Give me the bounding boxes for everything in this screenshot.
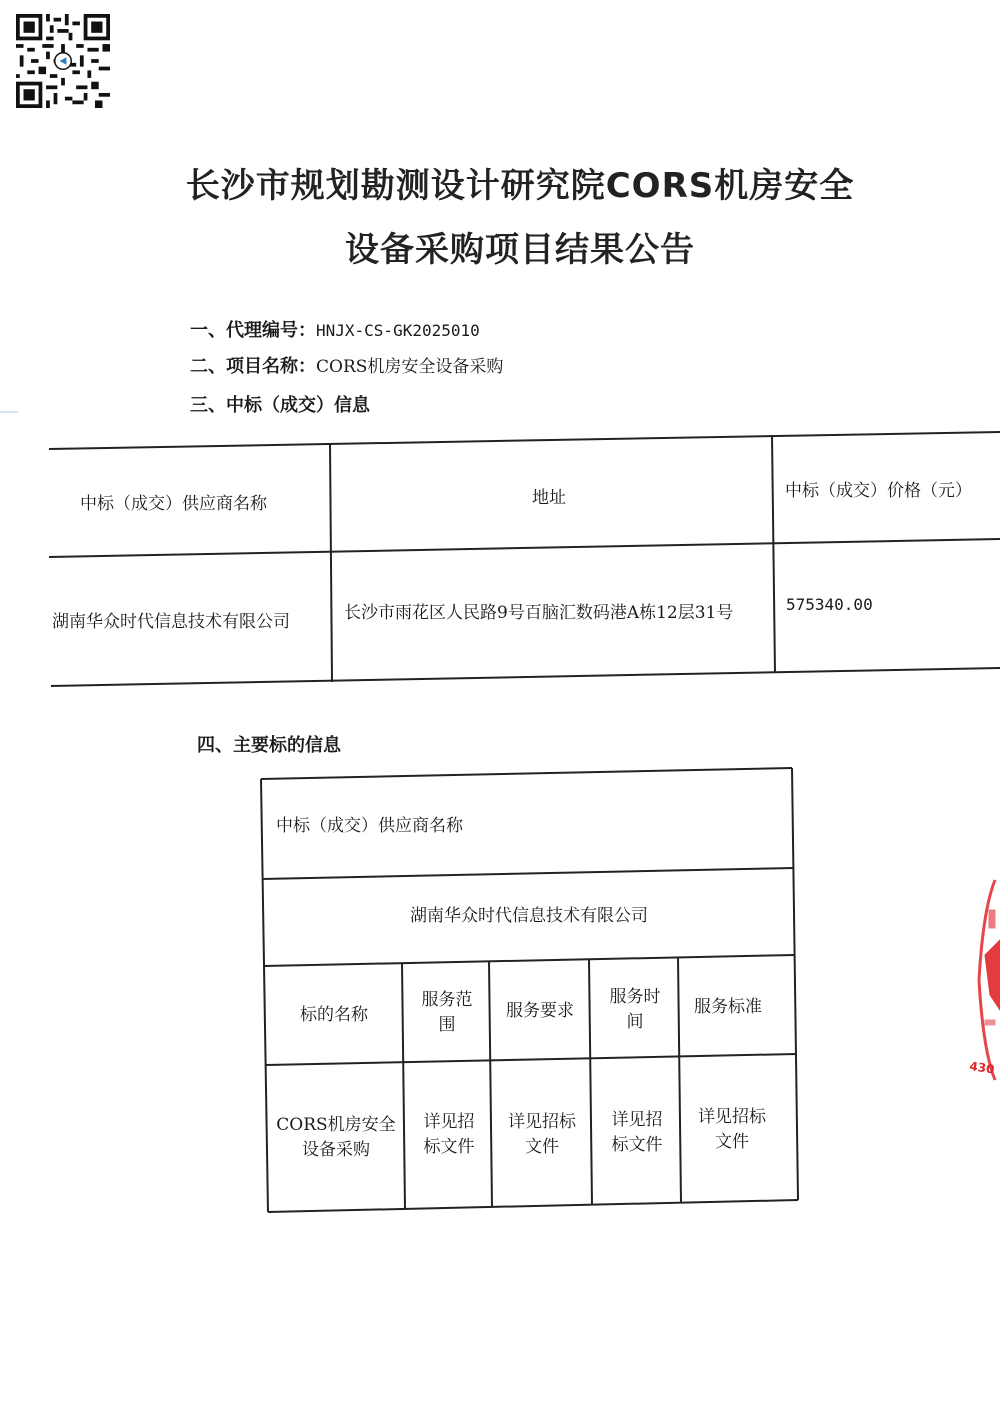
subject-cell-service-standard: 详见招标 文件 — [698, 1107, 766, 1152]
red-seal-stamp-icon — [955, 870, 1000, 1090]
agency-number-label: 一、代理编号： — [190, 320, 316, 341]
subject-header-service-time: 服务时 间 — [609, 987, 661, 1032]
subject-cell-item-name: CORS机房安全 设备采购 — [276, 1115, 396, 1160]
subject-cell-service-scope: 详见招 标文件 — [423, 1112, 475, 1157]
page-title-line-2: 设备采购项目结果公告 — [345, 230, 695, 270]
scan-mark — [0, 411, 18, 413]
agency-number — [190, 316, 480, 342]
subject-header-service-scope: 服务范 围 — [421, 990, 473, 1035]
table-cell-price: 575340.00 — [786, 595, 873, 614]
qr-code-icon — [16, 14, 110, 108]
table-header-supplier: 中标（成交）供应商名称 — [80, 494, 267, 514]
subject-header-service-requirement: 服务要求 — [506, 1001, 574, 1021]
project-name — [190, 352, 503, 378]
seal-number: 430 — [968, 1059, 996, 1077]
subject-cell-service-time: 详见招 标文件 — [611, 1110, 663, 1155]
subject-supplier-name: 湖南华众时代信息技术有限公司 — [410, 906, 648, 926]
section-subject-heading: 四、主要标的信息 — [197, 735, 341, 756]
subject-cell-service-requirement: 详见招标 文件 — [508, 1112, 576, 1157]
page-title-line-1: 长沙市规划勘测设计研究院CORS机房安全 — [185, 166, 855, 206]
project-name-value: CORS机房安全设备采购 — [316, 357, 504, 377]
table-header-price: 中标（成交）价格（元） — [785, 481, 972, 501]
agency-number-value: HNJX-CS-GK2025010 — [316, 321, 480, 340]
subject-header-service-standard: 服务标准 — [694, 997, 762, 1017]
table-cell-address: 长沙市雨花区人民路9号百脑汇数码港A栋12层31号 — [344, 603, 734, 623]
table-header-address: 地址 — [532, 488, 566, 508]
project-name-label: 二、项目名称： — [190, 356, 316, 377]
table-cell-supplier: 湖南华众时代信息技术有限公司 — [52, 612, 290, 632]
section-winner-heading: 三、中标（成交）信息 — [190, 395, 370, 416]
subject-header-item-name: 标的名称 — [300, 1005, 368, 1025]
subject-supplier-header: 中标（成交）供应商名称 — [276, 816, 463, 836]
